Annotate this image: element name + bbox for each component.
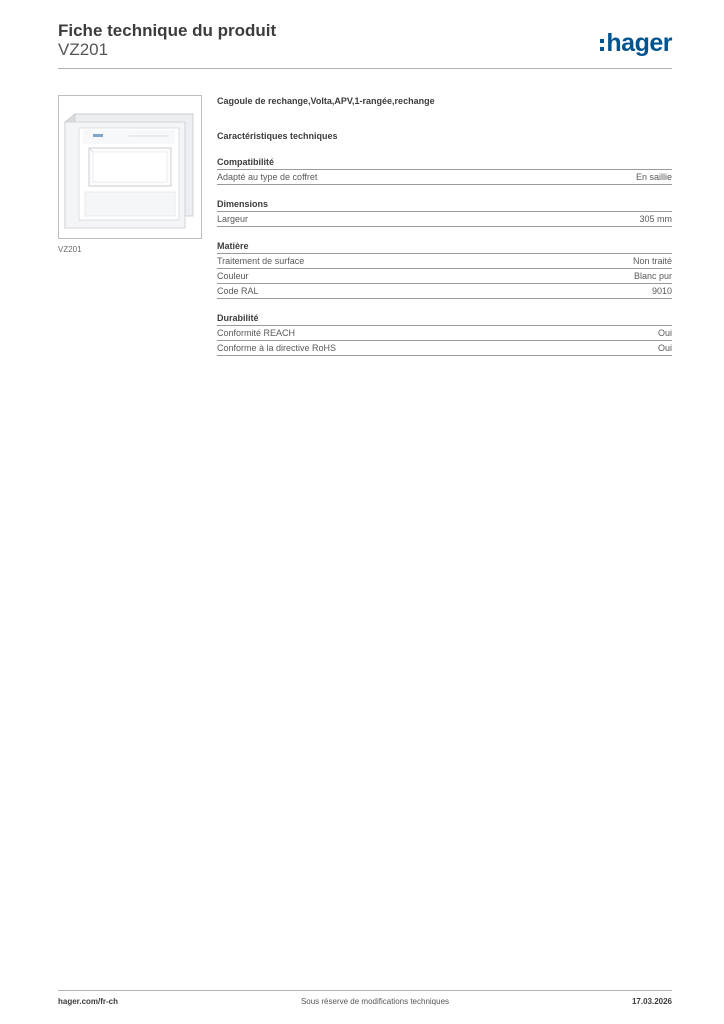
document-title: Fiche technique du produit <box>58 21 277 40</box>
spec-heading: Caractéristiques techniques <box>217 131 338 141</box>
product-reference: VZ201 <box>58 40 109 59</box>
logo-colon-mark <box>600 39 604 51</box>
spec-row <box>217 284 672 299</box>
spec-group-title: Dimensions <box>217 198 672 212</box>
spec-group-dimensions <box>217 198 672 227</box>
spec-group-compatibility <box>217 156 672 185</box>
spec-row <box>217 341 672 356</box>
footer-notice: Sous réserve de modifications techniques <box>300 997 450 1006</box>
product-image <box>58 95 202 239</box>
spec-row-value: 9010 <box>651 286 672 296</box>
spec-row-label: Conformité REACH <box>217 328 296 338</box>
spec-row-value: Blanc pur <box>633 271 672 281</box>
product-name: Cagoule de rechange,Volta,APV,1-rangée,rechange <box>217 96 435 106</box>
spec-row <box>217 170 672 185</box>
spec-row-label: Adapté au type de coffret <box>217 172 318 182</box>
spec-row-value: En saillie <box>635 172 672 182</box>
product-image-caption: VZ201 <box>58 245 82 254</box>
spec-row-label: Traitement de surface <box>217 256 305 266</box>
spec-row <box>217 269 672 284</box>
spec-panel <box>217 95 672 356</box>
hager-logo <box>600 28 672 58</box>
spec-row <box>217 212 672 227</box>
spec-row-label: Couleur <box>217 271 249 281</box>
spec-row-label: Code RAL <box>217 286 259 296</box>
page-footer <box>58 997 672 1006</box>
logo-wordmark: hager <box>606 29 672 57</box>
spec-group-title: Compatibilité <box>217 156 672 170</box>
spec-row-value: Oui <box>657 343 672 353</box>
spec-group-durability <box>217 312 672 356</box>
enclosure-cover-illustration <box>59 96 201 238</box>
spec-row-value: 305 mm <box>639 214 672 224</box>
spec-group-title: Durabilité <box>217 312 672 326</box>
footer-date: 17.03.2026 <box>631 997 672 1006</box>
spec-group-material <box>217 240 672 299</box>
footer-divider <box>58 990 672 991</box>
spec-group-title: Matière <box>217 240 672 254</box>
spec-row-value: Non traité <box>632 256 672 266</box>
spec-row <box>217 254 672 269</box>
header-divider <box>58 68 672 69</box>
spec-row-label: Largeur <box>217 214 249 224</box>
spec-row-label: Conforme à la directive RoHS <box>217 343 337 353</box>
spec-row <box>217 326 672 341</box>
footer-website-link[interactable]: hager.com/fr-ch <box>58 997 119 1006</box>
spec-row-value: Oui <box>657 328 672 338</box>
